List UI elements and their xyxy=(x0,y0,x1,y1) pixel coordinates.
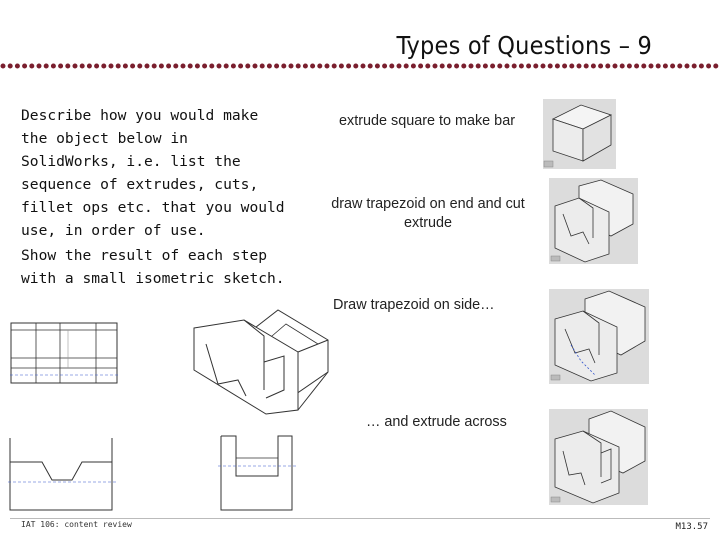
footer-divider xyxy=(10,518,710,519)
instruction-paragraph: Describe how you would make the object below in SolidWorks, i.e. list the sequence of extrudes, cuts, fillet ops etc. that you would use, in order of use. xyxy=(21,107,285,239)
step-4-label: … and extrude across xyxy=(366,414,507,430)
step-1-label: extrude square to make bar xyxy=(339,113,515,129)
footer-course-label: IAT 106: content review xyxy=(21,520,132,529)
step-1-render-image xyxy=(543,99,616,169)
step-3-label: Draw trapezoid on side… xyxy=(333,297,495,313)
side-view-drawing xyxy=(8,434,118,514)
step-4-render-image xyxy=(549,409,648,505)
top-view-drawing xyxy=(218,432,298,514)
isometric-view-drawing xyxy=(188,300,338,415)
sketch-instruction: Show the result of each step with a small isometric sketch. xyxy=(21,247,285,287)
front-view-drawing xyxy=(10,318,120,388)
step-3-render-image xyxy=(549,289,649,384)
slide-number: M13.57 xyxy=(675,522,708,532)
slide-title: Types of Questions – 9 xyxy=(396,31,652,60)
title-underline-rule xyxy=(0,62,720,70)
step-2-label: draw trapezoid on end and cut extrude xyxy=(331,196,525,231)
step-2-render-image xyxy=(549,178,638,264)
